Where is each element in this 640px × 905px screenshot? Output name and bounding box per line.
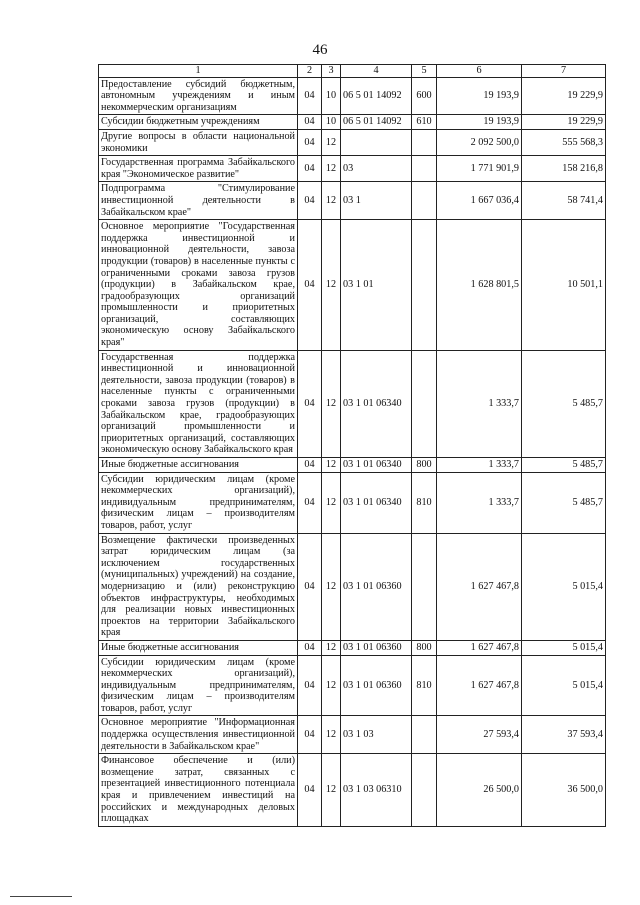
expense-name: Субсидии юридическим лицам (кроме некоммерческих организаций), индивидуальным предпринимателям, физическим лицам – производителям товаров, работ, услуг bbox=[99, 655, 298, 716]
subsection-code: 12 bbox=[322, 655, 341, 716]
target-article-code bbox=[341, 129, 412, 155]
expense-type-code: 800 bbox=[412, 458, 437, 473]
target-article-code: 06 5 01 14092 bbox=[341, 77, 412, 115]
amount-second: 5 485,7 bbox=[522, 350, 606, 457]
table-row bbox=[99, 655, 606, 716]
section-code: 04 bbox=[298, 655, 322, 716]
amount-second: 555 568,3 bbox=[522, 129, 606, 155]
amount-first: 1 333,7 bbox=[437, 350, 522, 457]
expense-name: Государственная поддержка инвестиционной и инновационной деятельности, завоза продукции (товаров) в населенные пункты с ограниченными сроками завоза грузов (продукции) в Забайкальском крае, градообразующих организаций промышленности и приоритетных организаций, составляющих экономическую основу Забайкальского края bbox=[99, 350, 298, 457]
amount-first: 1 627 467,8 bbox=[437, 533, 522, 640]
expense-name: Субсидии бюджетным учреждениям bbox=[99, 115, 298, 130]
section-code: 04 bbox=[298, 156, 322, 182]
subsection-code: 10 bbox=[322, 115, 341, 130]
column-header: 4 bbox=[341, 65, 412, 78]
amount-second: 58 741,4 bbox=[522, 182, 606, 220]
section-code: 04 bbox=[298, 182, 322, 220]
table-row bbox=[99, 115, 606, 130]
section-code: 04 bbox=[298, 716, 322, 754]
expense-type-code bbox=[412, 182, 437, 220]
section-code: 04 bbox=[298, 458, 322, 473]
expense-name: Иные бюджетные ассигнования bbox=[99, 458, 298, 473]
amount-second: 5 485,7 bbox=[522, 458, 606, 473]
expense-type-code bbox=[412, 220, 437, 351]
target-article-code: 03 1 01 bbox=[341, 220, 412, 351]
amount-second: 19 229,9 bbox=[522, 77, 606, 115]
target-article-code: 03 1 03 06310 bbox=[341, 754, 412, 827]
amount-first: 1 333,7 bbox=[437, 472, 522, 533]
subsection-code: 12 bbox=[322, 533, 341, 640]
expense-type-code bbox=[412, 129, 437, 155]
expense-type-code bbox=[412, 350, 437, 457]
amount-first: 1 771 901,9 bbox=[437, 156, 522, 182]
subsection-code: 12 bbox=[322, 129, 341, 155]
expense-type-code: 610 bbox=[412, 115, 437, 130]
amount-first: 19 193,9 bbox=[437, 77, 522, 115]
section-code: 04 bbox=[298, 129, 322, 155]
section-code: 04 bbox=[298, 115, 322, 130]
table-row bbox=[99, 533, 606, 640]
column-header: 1 bbox=[99, 65, 298, 78]
table-row bbox=[99, 182, 606, 220]
subsection-code: 12 bbox=[322, 350, 341, 457]
column-header: 6 bbox=[437, 65, 522, 78]
budget-table bbox=[98, 64, 606, 827]
section-code: 04 bbox=[298, 350, 322, 457]
table-row bbox=[99, 472, 606, 533]
table-header-row bbox=[99, 65, 606, 78]
subsection-code: 12 bbox=[322, 716, 341, 754]
target-article-code: 03 1 01 06340 bbox=[341, 472, 412, 533]
table-row bbox=[99, 640, 606, 655]
section-code: 04 bbox=[298, 640, 322, 655]
amount-first: 27 593,4 bbox=[437, 716, 522, 754]
section-code: 04 bbox=[298, 220, 322, 351]
subsection-code: 12 bbox=[322, 458, 341, 473]
table-row bbox=[99, 77, 606, 115]
target-article-code: 03 bbox=[341, 156, 412, 182]
subsection-code: 12 bbox=[322, 182, 341, 220]
expense-type-code bbox=[412, 533, 437, 640]
amount-second: 5 015,4 bbox=[522, 655, 606, 716]
page-number: 46 bbox=[312, 42, 328, 58]
expense-name: Иные бюджетные ассигнования bbox=[99, 640, 298, 655]
column-header: 3 bbox=[322, 65, 341, 78]
table-row bbox=[99, 716, 606, 754]
target-article-code: 06 5 01 14092 bbox=[341, 115, 412, 130]
subsection-code: 12 bbox=[322, 156, 341, 182]
target-article-code: 03 1 03 bbox=[341, 716, 412, 754]
amount-first: 1 628 801,5 bbox=[437, 220, 522, 351]
table-row bbox=[99, 458, 606, 473]
expense-name: Основное мероприятие "Государственная поддержка инвестиционной и инновационной деятельности, завоза продукции (товаров) в населенные пункты с ограниченными сроками завоза грузов (продукции) в Забайкальском крае, градообразующих организаций промышленности и приоритетных организаций, составляющих экономическую основу Забайкальского края" bbox=[99, 220, 298, 351]
expense-type-code: 810 bbox=[412, 655, 437, 716]
amount-second: 5 485,7 bbox=[522, 472, 606, 533]
expense-name: Основное мероприятие "Информационная поддержка осуществления инвестиционной деятельности в Забайкальском крае" bbox=[99, 716, 298, 754]
expense-type-code: 800 bbox=[412, 640, 437, 655]
amount-second: 5 015,4 bbox=[522, 640, 606, 655]
table-row bbox=[99, 129, 606, 155]
section-code: 04 bbox=[298, 472, 322, 533]
expense-type-code bbox=[412, 156, 437, 182]
expense-name: Подпрограмма "Стимулирование инвестиционной деятельности в Забайкальском крае" bbox=[99, 182, 298, 220]
amount-second: 10 501,1 bbox=[522, 220, 606, 351]
target-article-code: 03 1 bbox=[341, 182, 412, 220]
expense-type-code: 810 bbox=[412, 472, 437, 533]
amount-second: 37 593,4 bbox=[522, 716, 606, 754]
table-row bbox=[99, 754, 606, 827]
expense-name: Другие вопросы в области национальной экономики bbox=[99, 129, 298, 155]
expense-name: Государственная программа Забайкальского края "Экономическое развитие" bbox=[99, 156, 298, 182]
amount-second: 19 229,9 bbox=[522, 115, 606, 130]
expense-name: Предоставление субсидий бюджетным, автономным учреждениям и иным некоммерческим организациям bbox=[99, 77, 298, 115]
table-row bbox=[99, 220, 606, 351]
amount-second: 36 500,0 bbox=[522, 754, 606, 827]
subsection-code: 12 bbox=[322, 472, 341, 533]
amount-first: 1 627 467,8 bbox=[437, 655, 522, 716]
subsection-code: 12 bbox=[322, 754, 341, 827]
amount-first: 2 092 500,0 bbox=[437, 129, 522, 155]
section-code: 04 bbox=[298, 77, 322, 115]
target-article-code: 03 1 01 06340 bbox=[341, 350, 412, 457]
amount-first: 26 500,0 bbox=[437, 754, 522, 827]
section-code: 04 bbox=[298, 533, 322, 640]
expense-type-code bbox=[412, 754, 437, 827]
expense-name: Финансовое обеспечение и (или) возмещение затрат, связанных с презентацией инвестиционного потенциала края и привлечением инвестиций на российских и международных деловых площадках bbox=[99, 754, 298, 827]
expense-name: Субсидии юридическим лицам (кроме некоммерческих организаций), индивидуальным предпринимателям, физическим лицам – производителям товаров, работ, услуг bbox=[99, 472, 298, 533]
section-code: 04 bbox=[298, 754, 322, 827]
amount-first: 1 667 036,4 bbox=[437, 182, 522, 220]
expense-name: Возмещение фактически произведенных затрат юридическим лицам (за исключением государственных (муниципальных) учреждений) на создание, модернизацию и (или) реконструкцию объектов инфраструктуры, необходимых для реализации новых инвестиционных проектов на территории Забайкальского края bbox=[99, 533, 298, 640]
column-header: 2 bbox=[298, 65, 322, 78]
target-article-code: 03 1 01 06340 bbox=[341, 458, 412, 473]
subsection-code: 10 bbox=[322, 77, 341, 115]
table-row bbox=[99, 156, 606, 182]
column-header: 5 bbox=[412, 65, 437, 78]
target-article-code: 03 1 01 06360 bbox=[341, 640, 412, 655]
table-row bbox=[99, 350, 606, 457]
amount-second: 5 015,4 bbox=[522, 533, 606, 640]
subsection-code: 12 bbox=[322, 640, 341, 655]
expense-type-code: 600 bbox=[412, 77, 437, 115]
target-article-code: 03 1 01 06360 bbox=[341, 655, 412, 716]
column-header: 7 bbox=[522, 65, 606, 78]
amount-second: 158 216,8 bbox=[522, 156, 606, 182]
target-article-code: 03 1 01 06360 bbox=[341, 533, 412, 640]
subsection-code: 12 bbox=[322, 220, 341, 351]
amount-first: 19 193,9 bbox=[437, 115, 522, 130]
amount-first: 1 627 467,8 bbox=[437, 640, 522, 655]
expense-type-code bbox=[412, 716, 437, 754]
footer-divider bbox=[10, 896, 72, 897]
amount-first: 1 333,7 bbox=[437, 458, 522, 473]
